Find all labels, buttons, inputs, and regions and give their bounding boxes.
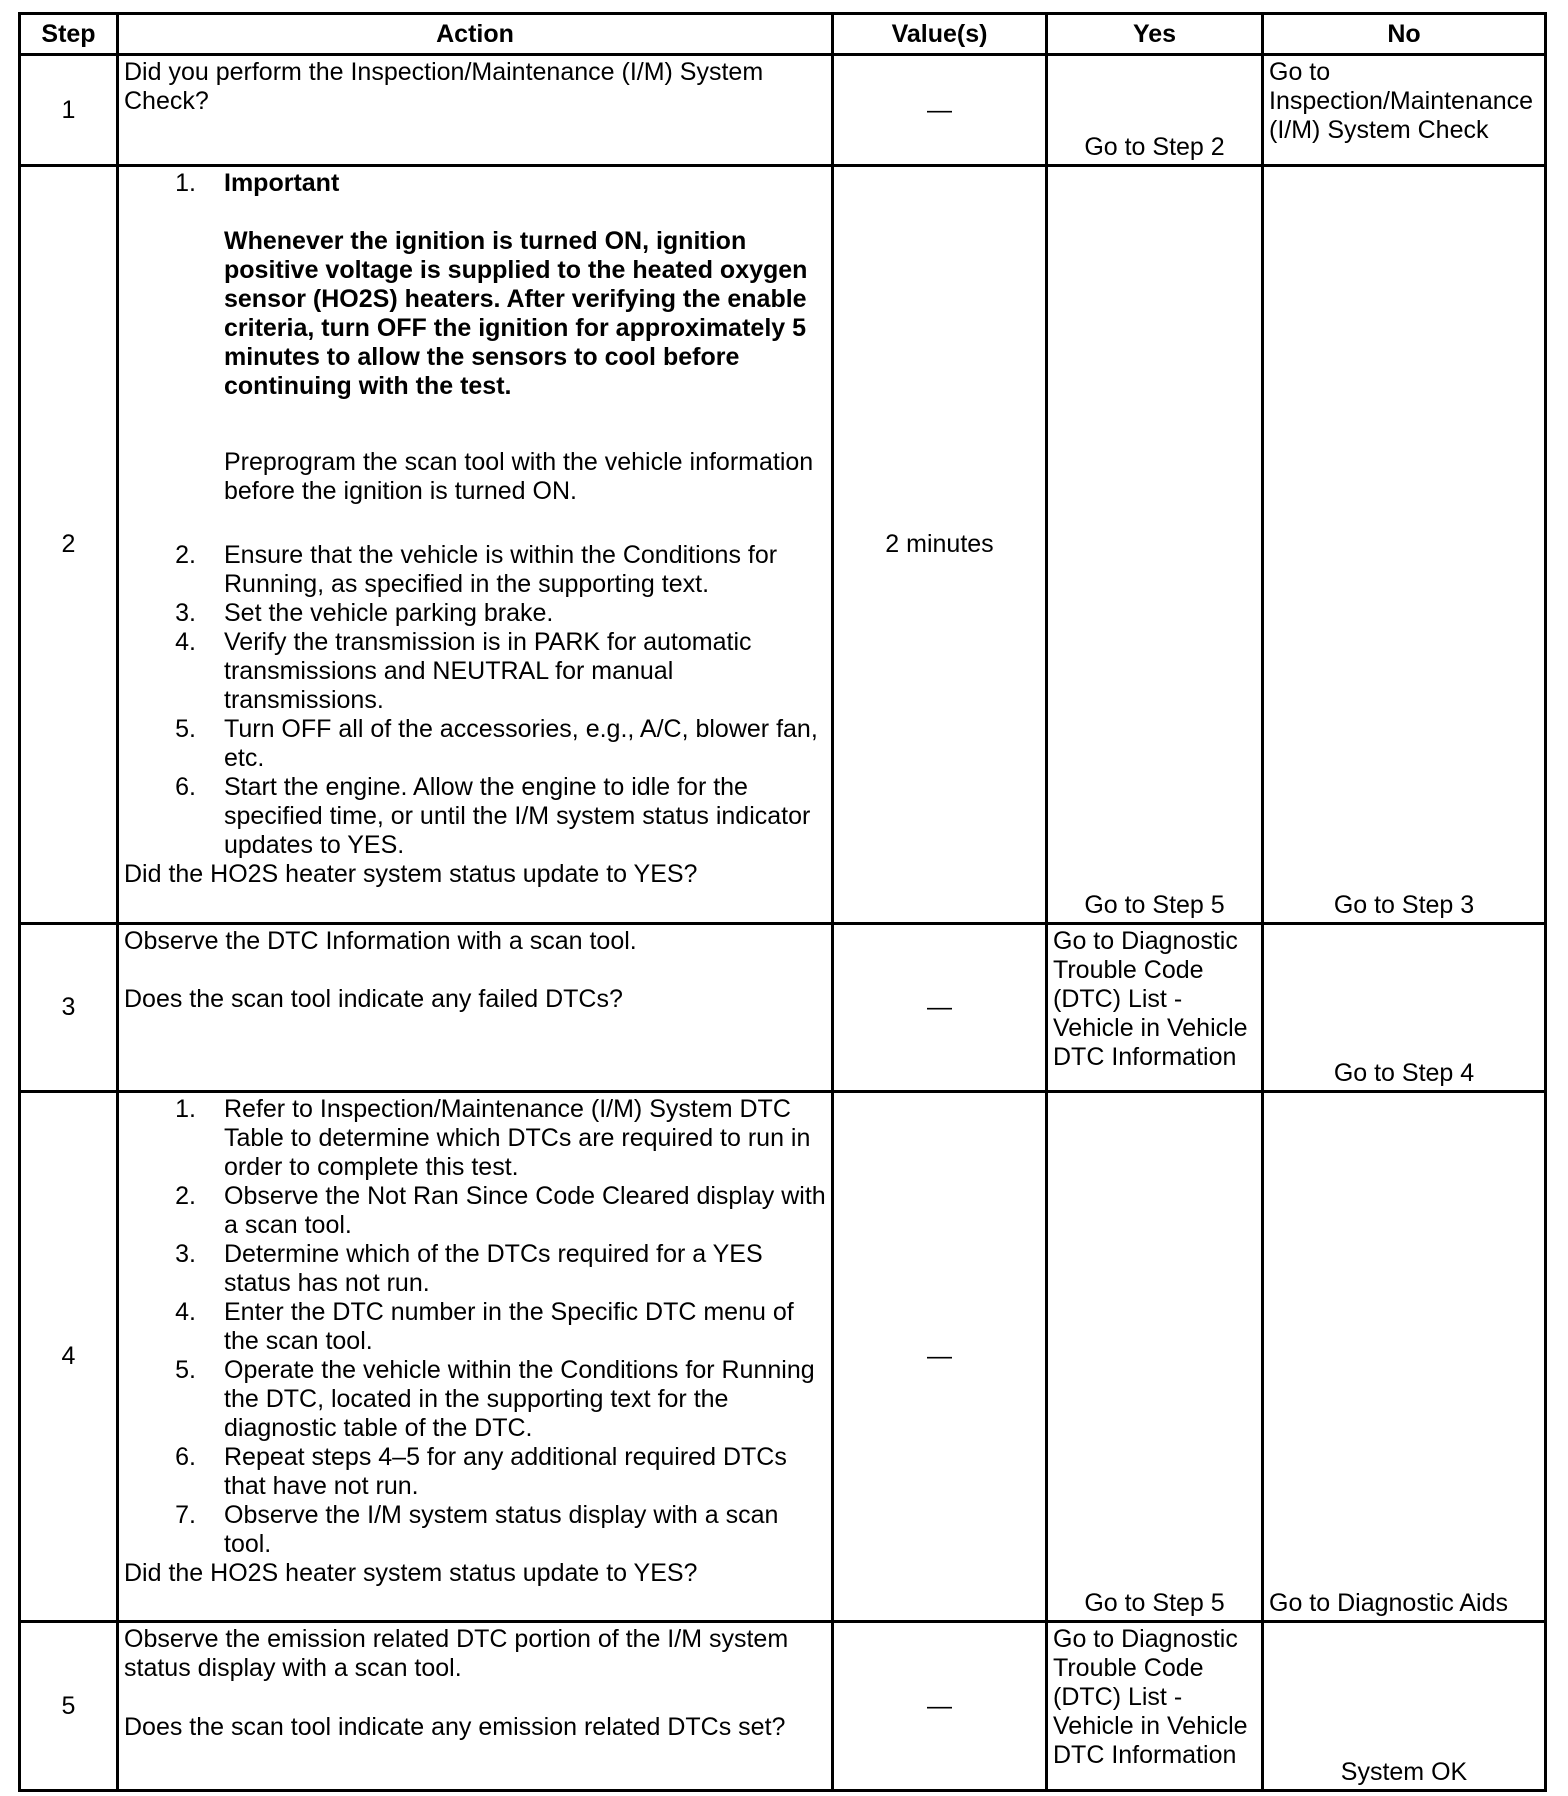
action-cell [118, 923, 833, 1092]
list-item [124, 169, 826, 198]
table-row-step-1 [20, 55, 1546, 166]
action-text: Observe the emission related DTC portion of the I/M system status display with a scan tool. [124, 1625, 789, 1683]
step-number: 3 [20, 923, 118, 1092]
list-item: 7. Observe the I/M system status display with a scan tool. [175, 1501, 779, 1559]
action-question: Did the HO2S heater system status update to YES? [124, 860, 698, 889]
no-cell: Go to Diagnostic Aids [1263, 1092, 1546, 1622]
list-item: 3. Set the vehicle parking brake. [175, 599, 554, 628]
action-question: Does the scan tool indicate any failed DTCs? [124, 984, 623, 1013]
list-item: 5. Turn OFF all of the accessories, e.g., A/C, blower fan, etc. [175, 715, 818, 773]
table-row-step-5 [20, 1622, 1546, 1791]
list-item: 2. Observe the Not Ran Since Code Cleared display with a scan tool. [175, 1182, 826, 1240]
list-item: 6. Start the engine. Allow the engine to idle for the specified time, or until the I/M system status indicator updates to YES. [175, 773, 811, 860]
action-cell [118, 1622, 833, 1791]
important-text: Whenever the ignition is turned ON, ignition positive voltage is supplied to the heated oxygen sensor (HO2S) heaters. After verifying the enable criteria, turn OFF the ignition for approximately 5 minutes to allow the sensors to cool before continuing with the test. [224, 227, 808, 401]
header-action: Action [118, 14, 833, 55]
no-cell: Go to Step 3 [1263, 166, 1546, 923]
value-cell: — [833, 1622, 1047, 1791]
table-row-step-3 [20, 923, 1546, 1092]
action-question: Did you perform the Inspection/Maintenance (I/M) System Check? [124, 58, 764, 115]
item-number: 1. [175, 169, 196, 198]
preprogram-text: Preprogram the scan tool with the vehicle information before the ignition is turned ON. [224, 448, 814, 506]
important-title: Important [224, 169, 340, 198]
action-cell [118, 55, 833, 166]
no-cell: Go to Step 4 [1263, 923, 1546, 1092]
header-step: Step [20, 14, 118, 55]
table-row-step-2 [20, 166, 1546, 923]
list-item: 4. Enter the DTC number in the Specific DTC menu of the scan tool. [175, 1298, 794, 1356]
value-cell: — [833, 923, 1047, 1092]
list-item: 6. Repeat steps 4–5 for any additional required DTCs that have not run. [175, 1443, 787, 1501]
step-number: 4 [20, 1092, 118, 1622]
header-values: Value(s) [833, 14, 1047, 55]
yes-cell: Go to Diagnostic Trouble Code (DTC) List - Vehicle in Vehicle DTC Information [1047, 1622, 1263, 1791]
header-no: No [1263, 14, 1546, 55]
action-cell [118, 166, 833, 923]
list-item: 1. Refer to Inspection/Maintenance (I/M) System DTC Table to determine which DTCs are required to run in order to complete this test. [175, 1095, 811, 1182]
value-cell: — [833, 55, 1047, 166]
yes-cell: Go to Step 2 [1047, 55, 1263, 166]
action-question: Does the scan tool indicate any emission related DTCs set? [124, 1713, 786, 1742]
header-yes: Yes [1047, 14, 1263, 55]
diagnostic-table [18, 12, 1547, 1792]
step-number: 5 [20, 1622, 118, 1791]
header-row [20, 14, 1546, 55]
step-number: 2 [20, 166, 118, 923]
table-row-step-4 [20, 1092, 1546, 1622]
list-item: 3. Determine which of the DTCs required for a YES status has not run. [175, 1240, 763, 1298]
yes-cell: Go to Step 5 [1047, 1092, 1263, 1622]
action-text: Observe the DTC Information with a scan tool. [124, 926, 637, 955]
value-cell: 2 minutes [833, 166, 1047, 923]
no-cell: System OK [1263, 1622, 1546, 1791]
yes-cell: Go to Step 5 [1047, 166, 1263, 923]
no-cell: Go to Inspection/Maintenance (I/M) System Check [1263, 55, 1546, 166]
action-cell [118, 1092, 833, 1622]
step-number: 1 [20, 55, 118, 166]
list-item: 5. Operate the vehicle within the Conditions for Running the DTC, located in the supporting text for the diagnostic table of the DTC. [175, 1356, 815, 1443]
action-question: Did the HO2S heater system status update to YES? [124, 1559, 698, 1588]
list-item: 2. Ensure that the vehicle is within the Conditions for Running, as specified in the supporting text. [175, 541, 778, 599]
list-item: 4. Verify the transmission is in PARK for automatic transmissions and NEUTRAL for manual transmissions. [175, 628, 752, 715]
yes-cell: Go to Diagnostic Trouble Code (DTC) List - Vehicle in Vehicle DTC Information [1047, 923, 1263, 1092]
value-cell: — [833, 1092, 1047, 1622]
